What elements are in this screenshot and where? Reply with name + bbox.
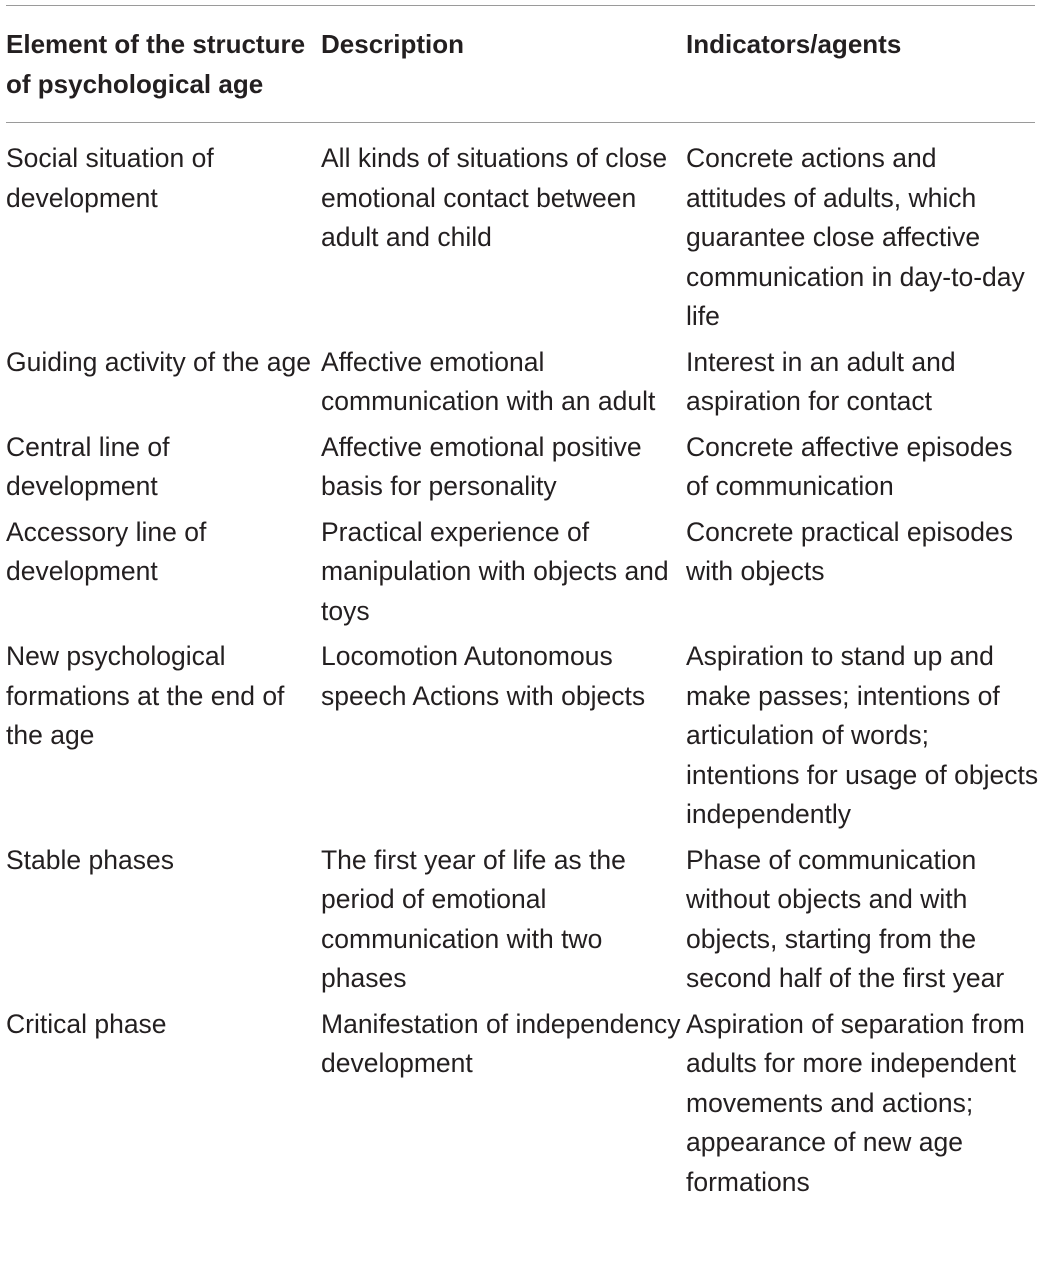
header-indicators: Indicators/agents [686, 29, 902, 59]
cell-description: Locomotion Autonomous speech Actions with objects [321, 641, 646, 711]
table-row [6, 428, 1035, 507]
cell-element: Central line of development [6, 431, 170, 501]
cell-description: Practical experience of manipulation with objects and toys [321, 516, 669, 626]
cell-indicators: Interest in an adult and aspiration for contact [686, 346, 956, 416]
table-row [6, 1005, 1035, 1203]
cell-indicators: Concrete practical episodes with objects [686, 516, 1014, 586]
cell-element: New psychological formations at the end of the age [6, 641, 285, 750]
header-element: Element of the structure of psychological age [6, 29, 306, 99]
table-body [6, 123, 1039, 1202]
cell-element: Accessory line of development [6, 516, 207, 586]
cell-element: Social situation of development [6, 143, 214, 213]
table-row [6, 343, 1035, 422]
cell-indicators: Concrete actions and attitudes of adults, which guarantee close affective communication in day-to-day life [686, 143, 1025, 331]
table-header-row [6, 6, 1035, 122]
cell-element: Guiding activity of the age [6, 346, 311, 377]
cell-element: Stable phases [6, 844, 174, 875]
cell-description: Affective emotional positive basis for personality [321, 431, 642, 501]
header-description: Description [321, 29, 465, 59]
cell-indicators: Aspiration of separation from adults for more independent movements and actions; appearance of new age formations [686, 1008, 1025, 1197]
psychological-age-table [6, 0, 1039, 1208]
cell-description: Affective emotional communication with an adult [321, 346, 656, 416]
cell-indicators: Phase of communication without objects and with objects, starting from the second half of the first year [686, 844, 1005, 993]
cell-indicators: Concrete affective episodes of communication [686, 431, 1013, 501]
cell-description: The first year of life as the period of emotional communication with two phases [321, 844, 626, 993]
cell-indicators: Aspiration to stand up and make passes; intentions of articulation of words; intentions for usage of objects independently [686, 641, 1039, 829]
table-row [6, 637, 1039, 835]
cell-description: All kinds of situations of close emotional contact between adult and child [321, 143, 668, 252]
cell-description: Manifestation of independency development [321, 1008, 681, 1078]
table-row [6, 139, 1035, 337]
table-row [6, 513, 1035, 632]
table-row [6, 841, 1035, 999]
cell-element: Critical phase [6, 1008, 167, 1039]
